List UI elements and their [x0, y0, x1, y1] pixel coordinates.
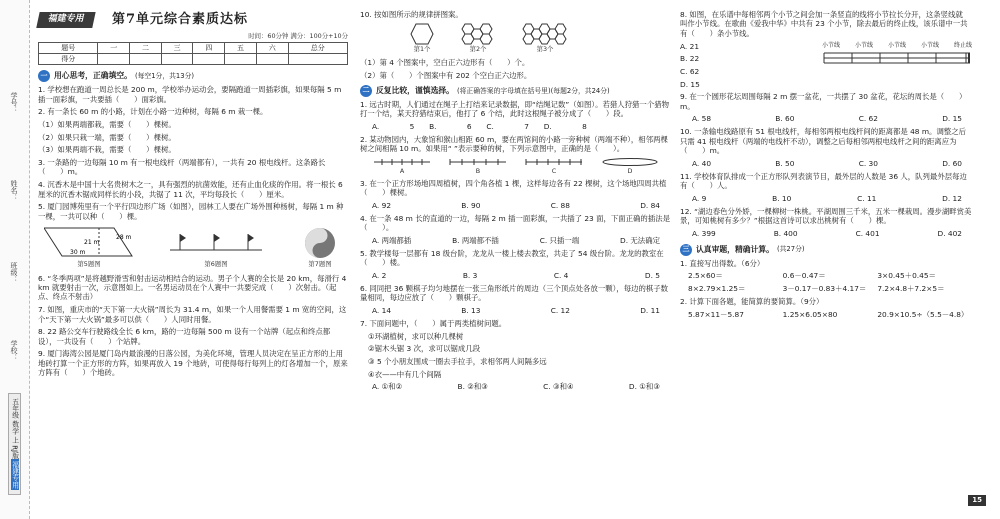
name-label: 姓名： [9, 180, 18, 201]
option: A. 两端都插 [372, 235, 412, 245]
option: C. 30 [858, 158, 878, 168]
option: D. 402 [937, 229, 962, 239]
section-number: 一 [38, 70, 50, 82]
option: A. 21 [680, 41, 700, 51]
option-label: A [399, 166, 405, 175]
question: 10. 按如图所示的规律拼图案。 [360, 10, 463, 19]
option: D. 无法确定 [620, 235, 660, 245]
option: C. ③和④ [543, 382, 574, 392]
question-8-block [680, 42, 972, 93]
question-item: ①环湖植树，求可以种几棵树 [368, 331, 464, 341]
figure-caption: 第6题图 [204, 260, 228, 269]
option: B. 50 [775, 158, 795, 168]
option-diagram [524, 157, 584, 175]
figure-caption: 第5题图 [77, 260, 101, 269]
region-badge: 福建专用 [36, 12, 95, 28]
score-input-cell[interactable] [225, 54, 257, 65]
option: A. 40 [692, 158, 712, 168]
staff-lines [822, 49, 972, 67]
parallelogram-figure [44, 224, 134, 268]
question: 2. 有一条长 60 m 的小路，计划在小路一边种树，每隔 6 m 栽一棵。 [38, 107, 268, 117]
option: D. 15 [942, 114, 962, 124]
question: （3）如果两端不栽，需要（ ）棵树。 [38, 145, 176, 155]
score-cell: 题号 [39, 43, 98, 54]
score-input-cell[interactable] [256, 54, 288, 65]
question-item: ②锯木头锯 3 次，求可以锯成几段 [368, 344, 481, 354]
section-title: 反复比较，谨慎选择。 [376, 85, 454, 95]
student-id-label: 学号： [9, 92, 18, 113]
hotpot-image [298, 226, 342, 260]
side-label: 28 m [116, 234, 132, 242]
hex-figure-3 [522, 23, 568, 53]
side-label: 21 m [84, 239, 100, 247]
page-title: 第7单元综合素质达标 [112, 11, 249, 27]
score-input-cell[interactable] [193, 54, 225, 65]
written-calc-grid [680, 310, 972, 319]
section-note: (将正确答案的字母填在括号里)(每题2分，共24分) [456, 86, 610, 95]
calc-item: 2.5×60＝ [688, 271, 723, 281]
book-brand: 五年级 数学 上 RJ版福建专用 [8, 393, 21, 495]
question: 9. 厦门海湾公园是厦门岛内最浪漫的日落公园，为美化环境，管理人员决定在呈正方形的上用地砖打算一个正方形的方阵，如果再放入 19 个地砖，可使得每行每列上的灯各增加一个，原来方阵有（ ）个地砖。 [38, 349, 348, 378]
options-row [680, 159, 972, 168]
music-staff-figure [822, 42, 972, 70]
score-cell: 五 [225, 43, 257, 54]
option: D. ①和③ [628, 382, 660, 392]
options-row [360, 306, 670, 315]
figure-caption: 第2个 [469, 44, 487, 53]
question: 4. 在一条 48 m 长的直道的一边，每隔 2 m 插一面彩旗，一共插了 23 面，下面正确的插法是（ ）。 [360, 213, 670, 233]
calc-item: 8×2.79×1.25＝ [688, 283, 746, 293]
question: 3. 在一个正方形场地四周植树，四个角各植 1 棵，这样每边各有 22 棵树，这个场地四周共植（ ）棵树。 [360, 178, 667, 198]
question: 1. 远古时期，人们通过在绳子上打结来记录数据，即“结绳记数”（如图）。若猎人狩猎一个猎物打一个结，某天狩猎结束后，他打了 6 个结，此时这根绳子被分成了（ ）段。 [360, 99, 669, 119]
hexagon-pattern-3 [522, 23, 568, 45]
score-cell: 四 [193, 43, 225, 54]
question: 11. 学校体育队排成一个正方形队列表演节目，最外层的人数是 36 人，队列最外层每边有（ ）人。 [680, 171, 967, 191]
hex-figure-1 [410, 23, 434, 53]
option: B. ②和③ [457, 382, 488, 392]
staff-label: 小节线 [822, 41, 841, 49]
question-item: ③ 5 个小朋友围成一圈去手拉手，求相邻两人间隔多远 [368, 356, 547, 366]
option: D. 15 [680, 79, 700, 89]
question: （2）如果只栽一端，需要（ ）棵树。 [38, 132, 176, 142]
score-input-cell[interactable] [161, 54, 193, 65]
score-cell: 六 [256, 43, 288, 54]
option: D. 11 [640, 305, 660, 315]
page-number: 15 [968, 495, 986, 506]
figure-row [38, 224, 348, 268]
question: 9. 在一个圆形花坛周围每隔 2 m 摆一盆花，一共摆了 30 盆花，花坛的周长是（ ）m。 [680, 92, 967, 111]
score-cell: 一 [98, 43, 130, 54]
option: B. 13 [461, 305, 481, 315]
calc-item: 3－0.17－0.83＋4.17＝ [782, 283, 867, 293]
options-row: A. 5 B. 6 C. 7 D. 8 [372, 122, 587, 132]
score-cell: 二 [130, 43, 162, 54]
score-cell: 总分 [288, 43, 347, 54]
option: A. 9 [692, 194, 707, 203]
option: C. 4 [553, 270, 569, 280]
option: A. 58 [692, 114, 712, 124]
options-row [360, 271, 670, 280]
ski-route-diagram [166, 228, 266, 260]
option: C. 88 [550, 200, 570, 210]
option-diagram [600, 157, 660, 175]
question-item: ④衣——中有几个间隔 [368, 369, 442, 379]
option: C. 只插一端 [539, 235, 580, 245]
section-heading [360, 85, 670, 97]
ski-figure [166, 228, 266, 268]
question: 8. 22 路公交车行驶路线全长 6 km，路的一边每隔 500 m 设有一个站牌（起点和终点都设），一共设有（ ）个站牌。 [38, 327, 331, 346]
score-table [38, 42, 348, 65]
option: B. 22 [680, 54, 700, 64]
school-label: 学校： [9, 340, 18, 361]
option: A. 92 [372, 200, 392, 210]
staff-label: 小节线 [887, 41, 906, 49]
staff-label: 小节线 [920, 41, 939, 49]
question: 10. 一条输电线路原有 51 根电线杆，每相邻两根电线杆间的距离都是 48 m。调整之后只需 41 根电线杆（两端的电线杆不动），调整之后每相邻两根电线杆之间的距离应为（ ）m。 [680, 127, 967, 156]
tree-diagram-options [360, 157, 670, 175]
hexagon-pattern-1 [410, 23, 434, 45]
question: 8. 如图，在乐谱中每相邻两个小节之间会加一条竖直的线将小节拉长分开，这条竖线就叫作小节线。在歌曲《爱我中华》中共有 23 个小节，除去最后的终止线，该乐谱中一共有（ ）条小节线。 [680, 10, 968, 38]
question: （2）第（ ）个图案中有 202 个空白正六边形。 [360, 70, 532, 80]
exam-meta: 时间：60分钟 满分：100分+10分 [248, 32, 348, 40]
question: 2. 某动物园内，大象馆和猴山相距 60 m，要在两馆间的小路一旁种树（两端不种），相邻两棵树之间相隔 10 m。如果用“ ”表示要种的树，下列示意图中，正确的是（ ）。 [360, 134, 668, 154]
option: D. 5 [644, 270, 660, 280]
question: 6. “冬季两项”是将越野滑雪和射击运动相结合的运动。男子个人赛的全长是 20 km，每滑行 4 km 就要射击一次，示意图如上。一名男运动员在个人赛中一共要完成（ ）次射击。（起点、终点不射击） [38, 273, 347, 302]
options-column [680, 42, 770, 93]
section-title: 用心思考，正确填空。 [54, 71, 132, 81]
option: B. 400 [773, 229, 798, 239]
question: （1）如果两端都栽，需要（ ）棵树。 [38, 119, 176, 129]
question: 7. 如图，重庆市的“天下第一大火锅”周长为 31.4 m，如果一个人用餐需要 1 m 宽的空间，这个“天下第一大火锅”最多可以供（ ）人同时用餐。 [38, 305, 347, 324]
column-middle [360, 10, 670, 395]
option: D. 84 [640, 200, 660, 210]
option: B. 10 [772, 194, 792, 203]
options-row [680, 114, 972, 123]
hexagon-pattern-2 [460, 23, 496, 45]
score-cell: 得分 [39, 54, 98, 65]
question: 7. 下面问题中，（ ）属于两类植树问题。 [360, 318, 507, 328]
option: C. 62 [680, 66, 700, 76]
section-number: 二 [360, 85, 372, 97]
option-label: C [551, 166, 557, 175]
option: A. 2 [372, 270, 387, 280]
section-note: (每空1分，共13分) [134, 71, 195, 80]
score-cell: 三 [161, 43, 193, 54]
question: （1）第 4 个图案中，空白正六边形有（ ）个。 [360, 57, 530, 67]
figure-caption: 第1个 [413, 44, 431, 53]
option-label: D [627, 166, 633, 175]
calc-subtitle: 2. 计算下面各题，能简算的要简算。（9分） [680, 297, 824, 307]
column-left [38, 10, 348, 381]
question: 5. 教学楼每一层都有 18 级台阶，龙龙从一楼上楼去教室，共走了 54 级台阶。龙龙的教室在（ ）楼。 [360, 248, 664, 268]
question: 5. 厦门园博苑里有一个平行四边形广场（如图），园林工人要在广场外围种杨树，每隔 1 m 种一棵，一共可以种（ ）棵。 [38, 202, 344, 221]
calc-item: 7.2×4.8＋7.2×5＝ [877, 283, 945, 293]
calc-item: 5.87×11－5.87 [688, 309, 744, 319]
option: A. 399 [692, 229, 716, 239]
page-header [38, 10, 348, 30]
options-row [680, 194, 972, 203]
option-diagram [372, 157, 432, 175]
options-row [360, 382, 670, 391]
calc-subtitle: 1. 直接写出得数。（6分） [680, 258, 765, 268]
question: 12. “湖边春色分外娇，一棵柳树一株桃。平湖周围三千米，五米一棵栽周。漫步湖畔赏美景，可知桃树有多少？”根据这首诗可以求出桃树有（ ）棵。 [680, 206, 972, 226]
section-heading [38, 70, 348, 82]
options-row [680, 229, 972, 238]
options-row [360, 201, 670, 210]
option: A. 14 [372, 305, 392, 315]
calc-item: 20.9×10.5÷（5.5－4.8） [877, 309, 969, 319]
oral-calc-grid [680, 271, 972, 293]
question: 1. 学校想在跑道一周总长是 200 m，学校举办运动会，要隔跑道一周插彩旗，如果每隔 5 m 插一面彩旗，一共要插（ ）面彩旗。 [38, 85, 342, 104]
figure-caption: 第3个 [536, 44, 554, 53]
option: C. 62 [858, 114, 878, 124]
option: C. 401 [855, 229, 880, 239]
score-input-cell[interactable] [98, 54, 130, 65]
class-label: 班级： [9, 262, 18, 283]
option-diagram [448, 157, 508, 175]
question: 6. 同同把 36 颗棋子均匀地摆在一张三角形纸片的周边（三个顶点处各放一颗），每边的棋子数量相同，每边应放了（ ）颗棋子。 [360, 283, 669, 303]
option: B. 60 [775, 114, 795, 124]
option: A. ①和② [372, 382, 403, 392]
option: C. 11 [857, 194, 877, 203]
binding-strip [0, 0, 30, 519]
score-input-cell[interactable] [130, 54, 162, 65]
side-label: 30 m [70, 249, 86, 257]
option: C. 12 [550, 305, 570, 315]
section-note: (共27分) [776, 245, 805, 254]
question: 4. 沉香木是中国十大名贵树木之一，具有强烈的抗菌效能，还有止血化痰的作用。将一根长 6 厘米的沉香木锯成同样长的小段，共锯了 11 次，平均每段长（ ）厘米。 [38, 180, 343, 199]
option: D. 12 [942, 194, 962, 203]
options-row [360, 236, 670, 245]
section-heading [680, 244, 972, 256]
parallelogram-diagram [44, 224, 134, 260]
column-right [680, 10, 972, 323]
calc-item: 3×0.45＋0.45＝ [877, 271, 936, 281]
section-number: 三 [680, 244, 692, 256]
option: B. 90 [461, 200, 481, 210]
score-input-cell[interactable] [288, 54, 347, 65]
calc-item: 1.25×6.05×80 [782, 309, 838, 319]
staff-labels [822, 42, 972, 50]
hex-figure-2 [460, 23, 496, 53]
hexagon-figures [360, 23, 670, 53]
calc-item: 0.6－0.47＝ [782, 271, 826, 281]
hotpot-figure [298, 226, 342, 268]
figure-caption: 第7题图 [308, 260, 332, 269]
section-title: 认真审题，精确计算。 [696, 244, 774, 254]
staff-label: 终止线 [953, 41, 972, 49]
option: B. 3 [462, 270, 478, 280]
option: D. 60 [942, 158, 962, 168]
option-label: B [475, 166, 481, 175]
staff-label: 小节线 [854, 41, 873, 49]
option: B. 两端都不插 [452, 235, 499, 245]
question: 3. 一条路的一边每隔 10 m 有一根电线杆（两端都有），一共有 20 根电线杆。这条路长（ ）m。 [38, 157, 326, 177]
